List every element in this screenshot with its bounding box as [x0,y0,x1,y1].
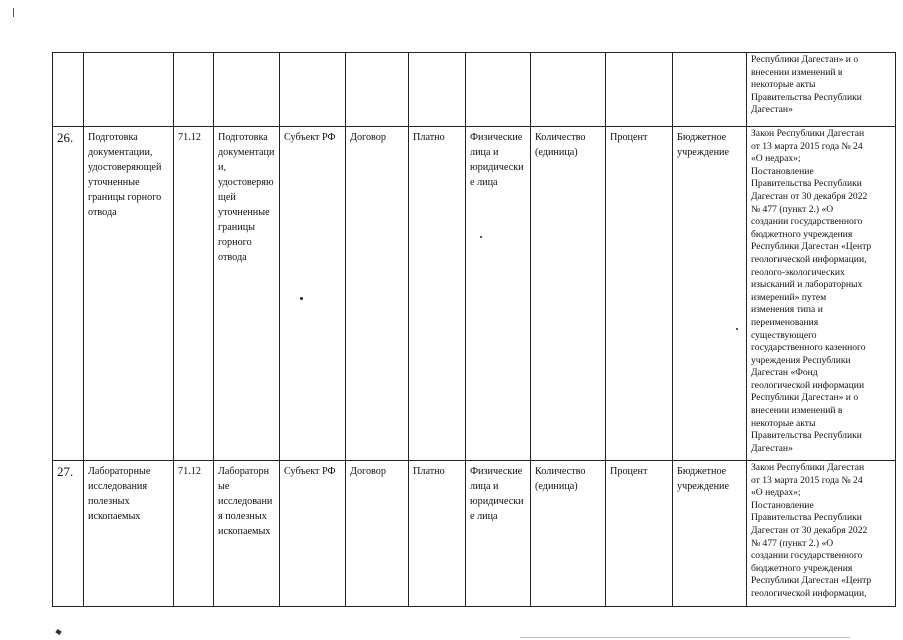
service-name: Подготовка документации, удостоверяющей уточненные границы горного отвода [88,132,162,218]
table-row [53,461,896,607]
cell-law [747,53,896,127]
service-name: Лабораторные исследования полезных ископаемых [88,466,151,522]
cell-basis [346,53,409,127]
volume-indicator: Количество (единица) [535,466,586,492]
cell-law [747,127,896,461]
payment-type: Платно [413,466,445,477]
service-description: Лабораторн ые исследовани я полезных ископаемых [218,466,273,537]
cell-level [280,53,346,127]
cell-payment [409,461,466,607]
payment-type: Платно [413,132,445,143]
scan-artifact-mark [55,629,61,635]
cell-institution [673,461,747,607]
row-number: 26. [57,130,74,145]
cell-indicator [531,461,606,607]
cell-basis [346,127,409,461]
cell-unit [606,53,673,127]
cell-code [174,127,214,461]
okved-code: 71.12 [178,466,201,477]
institution-type: Бюджетное учреждение [677,132,730,158]
scan-speck [736,328,738,330]
institution-type: Бюджетное учреждение [677,466,730,492]
cell-indicator [531,127,606,461]
cell-number [53,461,84,607]
authority-level: Субъект РФ [284,132,336,143]
cell-institution [673,127,747,461]
cell-name [84,127,174,461]
cell-law [747,461,896,607]
cell-consumers [466,461,531,607]
scan-artifact-mark [13,8,14,17]
law-text: Республики Дагестан» и о внесении изменений в некоторые акты Правительства Республики Дагестан» [751,54,862,116]
scan-speck [480,236,482,238]
cell-institution [673,53,747,127]
scan-artifact-line [520,637,850,638]
cell-payment [409,53,466,127]
okved-code: 71.12 [178,132,201,143]
cell-consumers [466,53,531,127]
consumers: Физические лица и юридически е лица [470,132,524,188]
services-registry-table [52,52,896,607]
basis: Договор [350,466,386,477]
row-number: 27. [57,464,74,479]
consumers: Физические лица и юридически е лица [470,466,524,522]
cell-basis [346,461,409,607]
cell-code [174,53,214,127]
volume-indicator: Количество (единица) [535,132,586,158]
table-row [53,127,896,461]
law-text: Закон Республики Дагестан от 13 марта 2015 года № 24 «О недрах»; Постановление Правительства Республики Дагестан от 30 декабря 2022 № 477 (пункт 2.) «О создании государственного бюджетного учреждения Республики Дагестан «Центр геологической информации, геолого-экологических изысканий и лабораторных измерений» путем изменения типа и переименования существующего государственного казенного учреждения Республики Дагестан «Фонд геологической информации Республики Дагестан» и о внесении изменений в некоторые акты Правительства Республики Дагестан» [751,128,872,454]
cell-service [214,53,280,127]
service-description: Подготовка документаци и, удостоверяю щей уточненные границы горного отвода [218,132,275,263]
cell-indicator [531,53,606,127]
cell-number [53,53,84,127]
quality-unit: Процент [610,466,648,477]
cell-level [280,461,346,607]
law-text: Закон Республики Дагестан от 13 марта 2015 года № 24 «О недрах»; Постановление Правительства Республики Дагестан от 30 декабря 2022 № 477 (пункт 2.) «О создании государственного бюджетного учреждения Республики Дагестан «Центр геологической информации, [751,462,872,599]
cell-consumers [466,127,531,461]
cell-service [214,127,280,461]
cell-unit [606,461,673,607]
cell-service [214,461,280,607]
cell-payment [409,127,466,461]
basis: Договор [350,132,386,143]
scan-speck [300,297,303,300]
cell-unit [606,127,673,461]
cell-name [84,53,174,127]
quality-unit: Процент [610,132,648,143]
cell-code [174,461,214,607]
cell-level [280,127,346,461]
cell-name [84,461,174,607]
cell-number [53,127,84,461]
table-row-continuation [53,53,896,127]
authority-level: Субъект РФ [284,466,336,477]
